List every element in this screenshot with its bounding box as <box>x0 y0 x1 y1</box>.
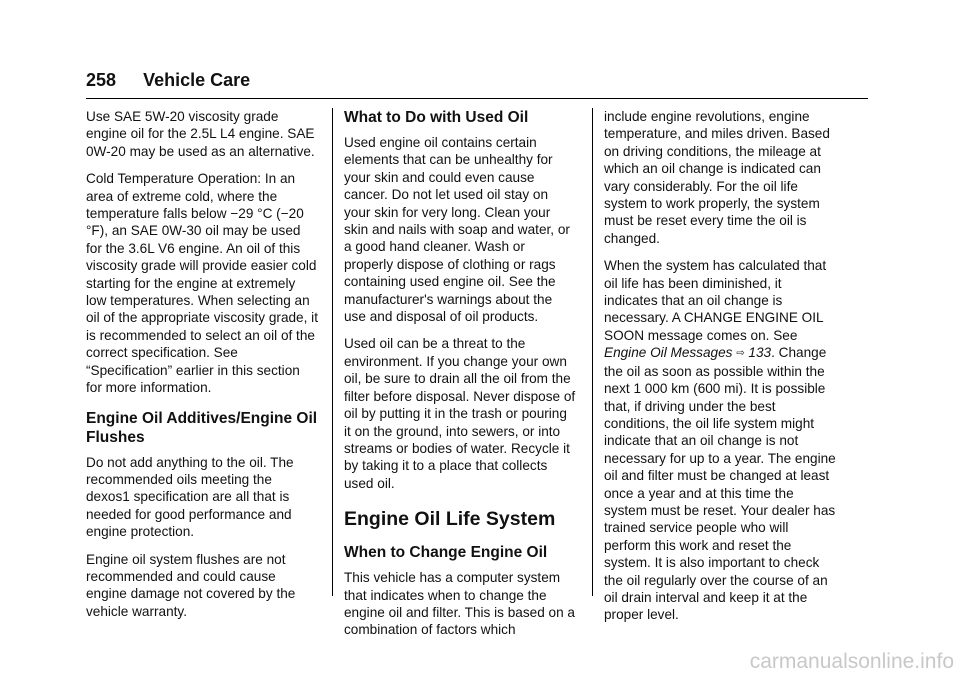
oil-life-factors-paragraph: include engine revolutions, engine temperature, and miles driven. Based on driving conditions, the mileage at which an oil change is indicated can vary considerably. For the oil life system to work properly, the system must be reset every time the oil is changed. <box>604 109 830 246</box>
reference-page-number: 133 <box>748 345 772 361</box>
page-number: 258 <box>86 70 117 90</box>
oil-life-system-heading: Engine Oil Life System <box>344 508 556 531</box>
page-reference-icon: ⇨ <box>736 348 745 360</box>
additives-paragraph: Do not add anything to the oil. The recommended oils meeting the dexos1 specification are all that is needed for good performance and engine protection. <box>86 454 294 540</box>
computer-system-paragraph: This vehicle has a computer system that indicates when to change the engine oil and filter. This is based on a combination of factors which <box>344 570 575 638</box>
column-3 <box>604 108 836 634</box>
used-oil-health-paragraph: Used engine oil contains certain elements that can be unhealthy for your skin and could even cause cancer. Do not let used oil stay on your skin for very long. Clean your skin and nails with soap and water, or a good hand cleaner. Wash or properly dispose of clothing or rags containing used engine oil. See the manufacturer's warnings about the use and disposal of oil products. <box>344 135 570 325</box>
header-rule <box>86 98 868 99</box>
used-oil-heading: What to Do with Used Oil <box>344 109 529 126</box>
additives-heading: Engine Oil Additives/Engine Oil Flushes <box>86 409 318 446</box>
when-to-change-heading: When to Change Engine Oil <box>344 544 548 562</box>
oil-change-message-paragraph <box>604 257 836 624</box>
engine-oil-messages-link[interactable] <box>604 345 771 360</box>
used-oil-environment-paragraph: Used oil can be a threat to the environment. If you change your own oil, be sure to drain all the oil from the filter before disposal. Never dispose of oil by putting it in the trash or pouring it on the ground, into sewers, or into streams or bodies of water. Recycle it by taking it to a place that collects used oil. <box>344 336 576 491</box>
section-title: Vehicle Care <box>143 70 251 90</box>
column-2 <box>344 108 576 649</box>
oil-change-text: . Change the oil as soon as possible within the next 1 000 km (600 mi). It is possible that, if driving under the best conditions, the oil life system might indicate that an oil change is not necessary for up to a year. The engine oil and filter must be changed at least once a year and at this time the system must be reset. Your dealer has trained service people who will perform this work and reset the system. It is also important to check the oil regularly over the course of an oil drain interval and keep it at the proper level. <box>604 345 836 623</box>
watermark: carmanualsonline.info <box>749 650 954 673</box>
message-text: When the system has calculated that oil life has been diminished, it indicates that an oil change is necessary. A CHANGE ENGINE OIL SOON message comes on. See <box>604 258 827 343</box>
flushes-paragraph: Engine oil system flushes are not recommended and could cause engine damage not covered by the vehicle warranty. <box>86 551 296 619</box>
cold-temperature-paragraph: Cold Temperature Operation: In an area of extreme cold, where the temperature falls below −29 °C (−20 °F), an SAE 0W-30 oil may be used for the 3.6L V6 engine. An oil of this viscosity grade will provide easier cold starting for the engine at extremely low temperatures. When selecting an oil of the appropriate viscosity grade, it is recommended to select an oil of the correct specification. See “Specification” earlier in this section for more information. <box>86 171 318 396</box>
column-1 <box>86 108 318 630</box>
column-divider-1 <box>332 108 333 596</box>
engine-oil-messages-ref: Engine Oil Messages <box>604 345 733 361</box>
page-header <box>86 70 250 91</box>
oil-viscosity-paragraph: Use SAE 5W-20 viscosity grade engine oil for the 2.5L L4 engine. SAE 0W-20 may be used as an alternative. <box>86 109 315 159</box>
column-divider-2 <box>592 108 593 596</box>
